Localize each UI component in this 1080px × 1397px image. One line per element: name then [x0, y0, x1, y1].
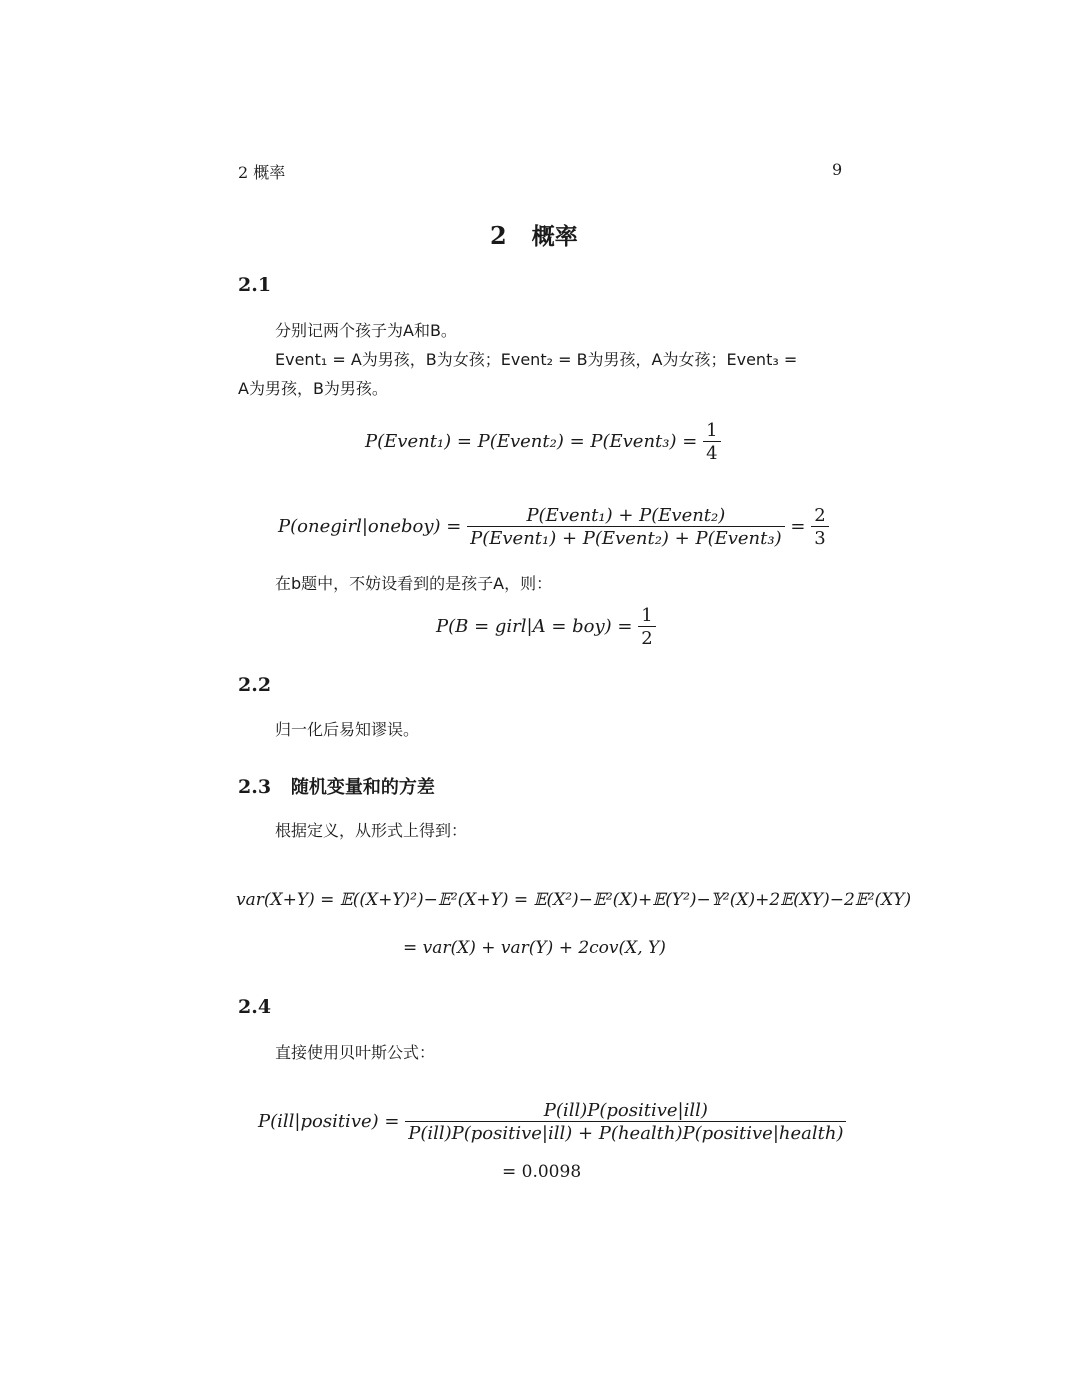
fraction-numerator: P(Event₁) + P(Event₂) — [526, 505, 726, 526]
fraction-numerator: P(ill)P(positive|ill) — [543, 1100, 708, 1121]
eq3-lhs: P(B = girl|A = boy) = — [436, 616, 633, 637]
fraction-denominator: P(ill)P(positive|ill) + P(health)P(positive|health) — [405, 1121, 846, 1144]
equation-variance-result: = var(X) + var(Y) + 2cov(X, Y) — [403, 938, 666, 958]
page-number: 9 — [832, 160, 843, 179]
section-title — [490, 218, 578, 251]
subsection-number: 2.3 — [238, 776, 272, 798]
fraction-denominator: 4 — [703, 441, 720, 464]
subsection-title: 随机变量和的方差 — [290, 777, 435, 798]
fraction-two-thirds — [811, 505, 828, 549]
bayes-result: = 0.0098 — [502, 1162, 582, 1182]
equation-one-girl-given-boy — [278, 505, 829, 549]
s21-line3: A为男孩，B为男孩。 — [238, 379, 388, 398]
equation-girl-given-boy — [436, 605, 656, 649]
fraction-denominator: 2 — [638, 626, 655, 649]
eq2-equals: = — [790, 516, 806, 537]
s24-line1: 直接使用贝叶斯公式： — [275, 1043, 436, 1062]
s21-line1: 分别记两个孩子为A和B。 — [275, 321, 457, 340]
section-number: 2 — [490, 221, 507, 250]
fraction-numerator: 2 — [814, 505, 826, 526]
fraction-conditional — [467, 505, 785, 549]
equation-variance-expansion: var(X+Y) = 𝔼((X+Y)²)−𝔼²(X+Y) = 𝔼(X²)−𝔼²(X)+𝔼(Y²)−𝕐²(X)+2𝔼(XY)−2𝔼²(XY) — [236, 890, 912, 910]
fraction-denominator: P(Event₁) + P(Event₂) + P(Event₃) — [467, 526, 785, 549]
equation-bayes — [258, 1100, 846, 1144]
fraction-denominator: 3 — [811, 526, 828, 549]
eq1-lhs: P(Event₁) = P(Event₂) = P(Event₃) = — [365, 431, 698, 452]
subsection-2-2-heading: 2.2 — [238, 674, 272, 696]
subsection-2-3-heading — [238, 773, 435, 799]
subsection-2-1-heading: 2.1 — [238, 274, 272, 296]
eq2-lhs: P(onegirl|oneboy) = — [278, 516, 462, 537]
s22-line1: 归一化后易知谬误。 — [275, 720, 420, 739]
section-title-text: 概率 — [531, 224, 578, 250]
fraction-bayes — [405, 1100, 846, 1144]
fraction-one-half — [638, 605, 655, 649]
equation-uniform-events — [365, 420, 721, 464]
fraction-numerator: 1 — [641, 605, 653, 626]
s23-line1: 根据定义，从形式上得到： — [275, 821, 468, 840]
s21-line4: 在b题中，不妨设看到的是孩子A，则： — [275, 574, 553, 593]
bayes-lhs: P(ill|positive) = — [258, 1111, 400, 1132]
running-header-left: 2 概率 — [238, 163, 286, 182]
s21-line2: Event₁ = A为男孩，B为女孩；Event₂ = B为男孩，A为女孩；Event₃ = — [275, 350, 798, 369]
fraction-one-quarter — [703, 420, 720, 464]
subsection-2-4-heading: 2.4 — [238, 996, 272, 1018]
fraction-numerator: 1 — [706, 420, 718, 441]
